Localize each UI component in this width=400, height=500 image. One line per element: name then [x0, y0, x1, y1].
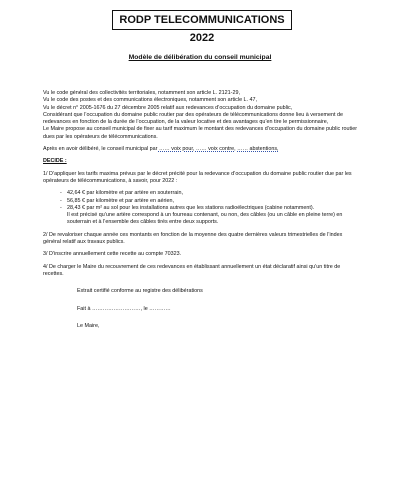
vu-line: Vu le décret n° 2005-1676 du 27 décembre 2005 relatif aux redevances d’occupation du domaine public,: [43, 104, 293, 111]
item-1: 1/ D’appliquer les tarifs maxima prévus par le décret précité pour la redevance d’occupation du domaine public routier due par les opérateurs de télécommunications, à savoir, pour 2022 :: [43, 170, 352, 184]
vote-pour: …… voix pour,: [158, 146, 195, 153]
artere-note: Il est précisé qu’une artère correspond à un fourreau contenant, ou non, des câbles (ou un câble en pleine terre) en souterrain et à l’ensemble des câbles tirés entre deux supports.: [67, 212, 343, 226]
document-body: [43, 90, 361, 330]
extrait-line: Extrait certifié conforme au registre des délibérations: [77, 288, 203, 295]
item-2: 2/ De revaloriser chaque année ces montants en fonction de la moyenne des quatre dernières valeurs trimestrielles de l’index général relatif aux travaux publics.: [43, 231, 343, 246]
tarif-list: [43, 190, 361, 212]
document-title: RODP TELECOMMUNICATIONS 2022: [112, 10, 292, 30]
vu-line: Vu le code général des collectivités territoriales, notamment son article L. 2121-29,: [43, 90, 240, 96]
tarif-item: - 28,43 € par m² au sol pour les installations autres que les stations radioélectriques (cabine notamment).: [67, 205, 361, 212]
maire-line: Le Maire,: [77, 322, 100, 329]
vote-line: [43, 146, 361, 153]
tarif-item: - 56,85 € par kilomètre et par artère en aérien,: [67, 198, 361, 205]
tarif-item: - 42,64 € par kilomètre et par artère en souterrain,: [67, 190, 361, 197]
vu-line: Vu le code des postes et des communications électroniques, notamment son article L. 47,: [43, 97, 258, 104]
vote-abstentions: …… abstentions,: [237, 146, 279, 153]
item-3: 3/ D’inscrire annuellement cette recette au compte 70323.: [43, 251, 182, 258]
considerant-paragraph: Considérant que l’occupation du domaine public routier par des opérateurs de télécommunications donne lieu à versement de redevances en fonction de la durée de l’occupation, de la valeur locative et des avantages qu’en tire le permissionnaire,: [43, 111, 343, 126]
fait-line: Fait à ………………………, le …………: [77, 305, 171, 312]
document-subtitle: Modèle de délibération du conseil municipal: [128, 54, 272, 61]
proposal-paragraph: Le Maire propose au conseil municipal de fixer au tarif maximum le montant des redevances d’occupation du domaine public routier dues par les opérateurs de télécommunications.: [43, 126, 358, 140]
vote-contre: …… voix contre,: [195, 146, 236, 153]
vote-prefix: Après en avoir délibéré, le conseil municipal par: [43, 146, 158, 153]
decide-heading: DECIDE :: [43, 158, 67, 165]
item-4: 4/ De charger le Maire du recouvrement de ces redevances en établissant annuellement un état déclaratif ainsi qu’un titre de recettes.: [43, 263, 341, 277]
